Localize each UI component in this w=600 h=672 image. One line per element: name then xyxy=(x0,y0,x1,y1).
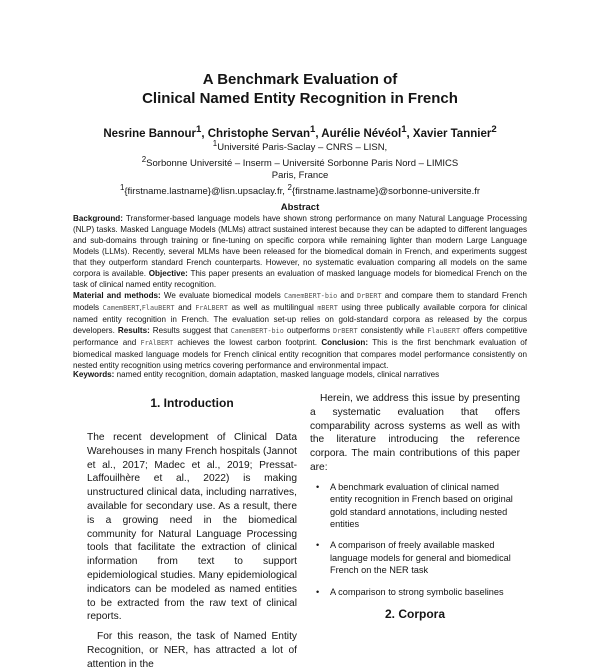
affiliation-city: Paris, France xyxy=(271,170,329,182)
author-name: Nesrine Bannour xyxy=(103,127,197,140)
author-name: Christophe Servan xyxy=(207,127,310,140)
right-column xyxy=(310,392,520,622)
keywords-text: named entity recognition, domain adaptation, masked language models, clinical narratives xyxy=(116,370,440,379)
model-name: FrALBERT xyxy=(195,304,228,312)
keywords-line xyxy=(73,369,527,380)
author-list: Nesrine Bannour$^1$, Christophe Servan$^1$, Aurélie Névéol$^1$, Xavier Tannier$^2$ xyxy=(103,124,497,140)
affiliation-1: $^1$Université Paris-Saclay – CNRS – LISN, xyxy=(212,139,388,154)
title-line-1: A Benchmark Evaluation of xyxy=(202,71,398,88)
background-label: Background: xyxy=(73,214,123,223)
list-item: • A comparison of freely available masked language models for general and biomedical French on the NER task xyxy=(316,540,511,576)
contribution-intro: Herein, we address this issue by presenting a systematic evaluation that offers comparability across systems as well as with the literature introducing the reference corpora. The main contributions of this paper are: xyxy=(310,393,520,473)
bullet-icon: • xyxy=(316,586,320,597)
left-column xyxy=(87,392,297,672)
author-emails: $^1${firstname.lastname}@lisn.upsaclay.fr, $^2${firstname.lastname}@sorbonne-universite.fr xyxy=(119,183,481,198)
section-heading-corpora: 2. Corpora xyxy=(384,607,445,622)
title-line-2: Clinical Named Entity Recognition in French xyxy=(142,90,458,107)
list-item: • A benchmark evaluation of clinical named entity recognition in French based on original gold standard annotations, including nested entities xyxy=(316,481,513,529)
author-affil-sup: 1 xyxy=(309,124,316,135)
list-item: • A comparison to strong symbolic baselines xyxy=(316,586,504,597)
paper-title xyxy=(60,70,540,108)
model-name: CamemBERT xyxy=(102,304,140,312)
methods-label: Material and methods: xyxy=(73,291,161,300)
author-name: Aurélie Névéol xyxy=(321,127,402,140)
abstract-heading: Abstract xyxy=(280,202,320,213)
model-name: mBERT xyxy=(317,304,338,312)
results-label: Results: xyxy=(117,326,150,335)
author-affil-sup: 1 xyxy=(401,124,407,135)
model-name: DrBERT xyxy=(357,292,382,300)
contribution-list xyxy=(310,481,520,598)
model-name: DrBERT xyxy=(333,327,358,335)
intro-paragraph-2: For this reason, the task of Named Entity Recognition, or NER, has attracted a lot of attention in the xyxy=(87,631,297,670)
conclusion-label: Conclusion: xyxy=(321,338,369,347)
intro-paragraph-1: The recent development of Clinical Data Warehouses in many French hospitals (Jannot et al., 2017; Madec et al., 2019; Pressat-Laffouilhère et al., 2022) is making unstructured clinical data, including narratives, available for secondary use. As a result, there is a growing need in the biomedical community for Natural Language Processing tools that facilitate the extraction of clinical information from text to support epidemiological studies. Many epidemiological indicators can be modeled as named entities to be extracted from the raw text of clinical reports. xyxy=(87,432,297,623)
keywords-label: Keywords: xyxy=(73,370,115,379)
affiliations xyxy=(40,138,560,198)
model-name: FlauBERT xyxy=(427,327,461,335)
bullet-icon: • xyxy=(316,481,320,492)
model-name: FrAlBERT xyxy=(140,339,174,347)
author-name: Xavier Tannier xyxy=(412,127,492,140)
affiliation-2: $^2$Sorbonne Université – Inserm – Université Sorbonne Paris Nord – LIMICS xyxy=(141,155,459,170)
model-name: FlauBERT xyxy=(141,304,175,312)
model-name: CamemBERT-bio xyxy=(283,292,338,300)
author-affil-sup: 1 xyxy=(196,124,202,135)
abstract-paragraph: Material and methods: We evaluate biomedical models CamemBERT-bio and DrBERT and compare them to standard French models CamemBERT,FlauBERT and FrALBERT as well as multilingual mBERT using three publically available corpora for clinical named entity recognition in French. The evaluation set-up relies on gold-standard corpora as released by the corpus developers. Results: Results suggest that CamemBERT-bio outperforms DrBERT consistently while FlauBERT offers competitive performance and FrAlBERT achieves the lowest carbon footprint. Conclusion: This is the first benchmark evaluation of biomedical masked language models for French clinical entity recognition that compares model performance consistently on nested entity recognition using metrics covering performance and environmental impact. xyxy=(73,291,528,370)
bullet-icon: • xyxy=(316,540,320,551)
section-heading-introduction: 1. Introduction xyxy=(150,396,234,410)
abstract-paragraph: Background: Transformer-based language models have shown strong performance on many Natural Language Processing (NLP) tasks. Masked Language Models (MLMs) attract sustained interest because they can be adapted to different languages and sub-domains through training or fine-tuning on specific corpora while remaining lighter than modern Large Language Models (LLMs). Recently, several MLMs have been released for the biomedical domain in French, and experiments suggest that they outperform standard French counterparts. However, no systematic evaluation comparing all models on the same corpora is available. Objective: This paper presents an evaluation of masked language models for biomedical French on the task of clinical named entity recognition. xyxy=(73,214,528,289)
author-affil-sup: 2 xyxy=(491,124,497,135)
model-name: CamemBERT-bio xyxy=(230,327,284,335)
abstract-body xyxy=(73,213,527,371)
objective-label: Objective: xyxy=(148,269,188,278)
